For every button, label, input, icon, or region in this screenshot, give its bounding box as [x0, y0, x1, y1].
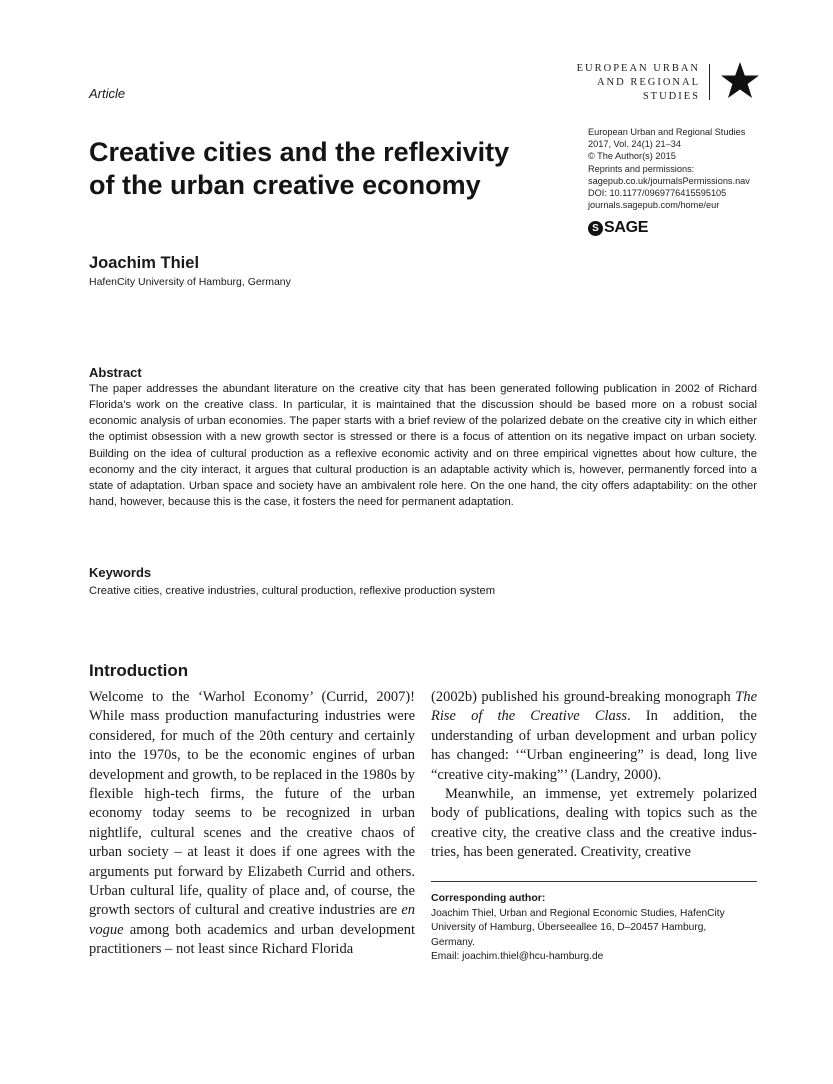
corresponding-author-heading: Corresponding author: — [431, 892, 546, 904]
body-text: among both academics and urban development practitioners – not least since Richard Florida — [89, 921, 415, 958]
star-icon — [720, 60, 760, 100]
journal-citation-block — [588, 126, 750, 211]
journal-homepage-link[interactable]: journals.sagepub.com/home/eur — [588, 200, 720, 211]
permissions-link[interactable]: sagepub.co.uk/journalsPermissions.nav — [588, 175, 750, 186]
author-affiliation: HafenCity University of Hamburg, Germany — [89, 276, 291, 288]
emphasis-text: en vogue — [89, 902, 415, 938]
body-text: . In addition, the understanding of urban development and urban policy has changed: ‘“Urban engineering” is dead, long live “creative city-making”’ (Landry, 2000). — [431, 708, 757, 783]
journal-logo-line: AND REGIONAL — [596, 77, 700, 88]
abstract-text: The paper addresses the abundant literature on the creative city that has been generated following publication in 2002 of Richard Florida’s work on the creative class. In particular, it is maintained that the discussion should be based more on a robust social economic analysis of urban economies. The paper starts with a brief review of the polarized debate on the creative city in which either the optimist obsession with a new growth sector is stressed or there is a focus of attention on its negative impact on urban society. Building on the idea of cultural production as a reflexive economic activity and on three empirical vignettes about how culture, the economy and the city interact, it argues that cultural production is an adaptable activity which is, however, permanently forced into a state of adaptation. Urban space and society have an ambivalent role here. On the one hand, the city offers adaptability: on the other hand, however, because this is the case, it fosters the need for permanent adaptation. — [89, 383, 757, 509]
corresponding-author-block — [431, 891, 761, 965]
body-text: (2002b) published his ground-breaking monograph — [431, 689, 736, 705]
journal-logo-wordmark — [560, 62, 700, 104]
corresponding-author-address: Joachim Thiel, Urban and Regional Economic Studies, HafenCity University of Hamburg, Überseeallee 16, D–20457 Hamburg, Germany. — [431, 907, 725, 948]
corresponding-author-email[interactable]: Email: joachim.thiel@hcu-hamburg.de — [431, 951, 604, 962]
body-column-left — [89, 688, 415, 960]
article-title — [89, 136, 559, 202]
body-paragraph — [431, 688, 757, 785]
author-name: Joachim Thiel — [89, 254, 200, 272]
publisher-logo-text: SAGE — [604, 219, 649, 236]
footnote-divider — [431, 881, 757, 882]
book-title: The Rise of the Creative Class — [431, 689, 757, 725]
journal-volume: 2017, Vol. 24(1) 21–34 — [588, 139, 681, 150]
article-title-line: of the urban creative economy — [89, 170, 481, 200]
keywords-list: Creative cities, creative industries, cultural production, reflexive production system — [89, 585, 496, 597]
body-text: Welcome to the ‘Warhol Economy’ (Currid, 2007)! While mass production manufacturing industries were considered, for much of the 20th century and certainly into the 1970s, to be the economic engines of urban development and growth, to be replaced in the 1980s by flexible high-tech firms, the future of the urban economy today seems to be recognized in urban nightlife, cultural scenes and the creative chaos of urban society – at least it does if one agrees with the arguments put forward by Elizabeth Currid and others. Urban cultural life, quality of place and, of course, the growth sectors of cultural and creative industries are — [89, 689, 415, 919]
journal-logo-line: EUROPEAN URBAN — [576, 63, 700, 74]
sage-s-icon: S — [588, 221, 603, 236]
publisher-logo — [588, 219, 648, 237]
abstract-heading: Abstract — [89, 365, 142, 380]
article-type-label: Article — [89, 86, 126, 101]
journal-name: European Urban and Regional Studies — [588, 127, 746, 137]
introduction-heading: Introduction — [89, 661, 189, 680]
body-paragraph: Meanwhile, an immense, yet extremely polarized body of publications, dealing with topics such as the creative city, the creative class and the creative indus-tries, has been generated. Creativity, creative — [431, 786, 757, 861]
permissions-label: Reprints and permissions: — [588, 163, 695, 174]
journal-logo-divider — [709, 64, 710, 100]
copyright-notice: © The Author(s) 2015 — [588, 151, 676, 162]
keywords-heading: Keywords — [89, 565, 152, 580]
body-column-right — [431, 688, 757, 863]
doi-link[interactable]: DOI: 10.1177/0969776415595105 — [588, 188, 727, 199]
article-title-line: Creative cities and the reflexivity — [89, 137, 510, 167]
journal-logo-line: STUDIES — [642, 91, 700, 102]
